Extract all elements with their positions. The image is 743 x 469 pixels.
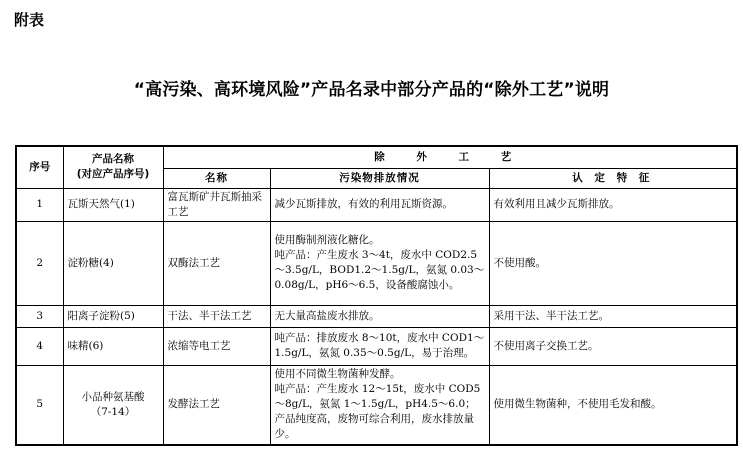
feature-text: 使用微生物菌种，不使用毛发和酸。 <box>493 398 662 411</box>
pollution-text: 无大量高盐废水排放。 <box>274 309 380 322</box>
pollution-text: 使用酶制剂液化糖化。 <box>274 234 380 246</box>
cell-feature <box>489 365 737 445</box>
cell-pollution <box>270 305 489 327</box>
pollution-text: 吨产品：排放废水 8～10t，废水中 COD1～1.5g/L，氨氮 0.35～0.5g/L，易于治理。 <box>274 332 485 359</box>
seq-value: 4 <box>36 339 44 352</box>
cell-seq <box>16 365 63 445</box>
cell-product <box>63 221 163 305</box>
table-body <box>16 188 737 445</box>
document-title: “高污染、高环境风险”产品名录中部分产品的“除外工艺”说明 <box>133 80 610 100</box>
process-name: 富瓦斯矿井瓦斯抽采工艺 <box>167 190 262 218</box>
header-product-line1: 产品名称 <box>92 153 134 166</box>
cell-process-name <box>163 365 270 445</box>
cell-feature <box>489 188 737 221</box>
cell-seq <box>16 188 63 221</box>
table-row <box>16 188 737 221</box>
product-name: 小品种氨基酸 <box>81 390 145 403</box>
feature-text: 不使用酸。 <box>493 256 546 269</box>
feature-text: 不使用离子交换工艺。 <box>493 339 599 352</box>
cell-seq <box>16 221 63 305</box>
exclusion-process-table-wrapper <box>15 145 736 461</box>
cell-product <box>63 365 163 445</box>
seq-value: 2 <box>36 256 44 269</box>
feature-text: 有效利用且减少瓦斯排放。 <box>493 198 620 210</box>
header-name: 名称 <box>163 168 270 188</box>
cell-process-name <box>163 327 270 365</box>
header-product <box>63 146 163 188</box>
process-name: 双酶法工艺 <box>167 256 220 269</box>
table-row <box>16 221 737 305</box>
process-name: 浓缩等电工艺 <box>167 339 231 352</box>
cell-pollution <box>270 365 489 445</box>
product-name: 瓦斯天然气(1) <box>67 198 135 210</box>
cell-feature <box>489 305 737 327</box>
exclusion-process-table <box>15 145 738 446</box>
cell-pollution <box>270 221 489 305</box>
cell-feature <box>489 221 737 305</box>
appendix-label: 附表 <box>14 11 45 29</box>
cell-seq <box>16 305 63 327</box>
header-exclusion-process: 除 外 工 艺 <box>163 146 737 168</box>
product-name: 味精(6) <box>67 339 104 352</box>
pollution-text: 减少瓦斯排放，有效的利用瓦斯资源。 <box>274 198 453 210</box>
cell-product <box>63 188 163 221</box>
cell-process-name <box>163 305 270 327</box>
pollution-text: 吨产品：产生废水 3～4t，废水中 COD2.5～3.5g/L，BOD1.2～1.5g/L，氨氮 0.03～0.08g/L，pH6～6.5，设备酸腐蚀小。 <box>274 249 485 291</box>
seq-value: 5 <box>36 398 44 411</box>
process-name: 干法、半干法工艺 <box>167 309 252 322</box>
product-name: 阳离子淀粉(5) <box>67 309 135 322</box>
cell-feature <box>489 327 737 365</box>
table-row <box>16 305 737 327</box>
seq-value: 3 <box>36 309 44 322</box>
table-row <box>16 327 737 365</box>
header-feature: 认 定 特 征 <box>489 168 737 188</box>
cell-process-name <box>163 221 270 305</box>
cell-seq <box>16 327 63 365</box>
product-name: 淀粉糖(4) <box>67 256 114 269</box>
cell-product <box>63 327 163 365</box>
table-row <box>16 365 737 445</box>
header-pollution: 污染物排放情况 <box>270 168 489 188</box>
cell-product <box>63 305 163 327</box>
cell-pollution <box>270 188 489 221</box>
pollution-text: 使用不同微生物菌种发酵。 <box>274 368 401 381</box>
feature-text: 采用干法、半干法工艺。 <box>493 309 609 322</box>
header-product-line2: (对应产品序号) <box>76 168 150 181</box>
cell-process-name <box>163 188 270 221</box>
pollution-text: 吨产品：产生废水 12～15t，废水中 COD5～8g/L，氨氮 1～1.5g/L，pH4.5～6.0；产品纯度高，废物可综合利用，废水排放量少。 <box>274 383 481 441</box>
process-name: 发酵法工艺 <box>167 398 220 411</box>
seq-value: 1 <box>36 198 44 210</box>
cell-pollution <box>270 327 489 365</box>
product-index: （7-14） <box>90 405 136 418</box>
header-seq: 序号 <box>16 146 63 188</box>
